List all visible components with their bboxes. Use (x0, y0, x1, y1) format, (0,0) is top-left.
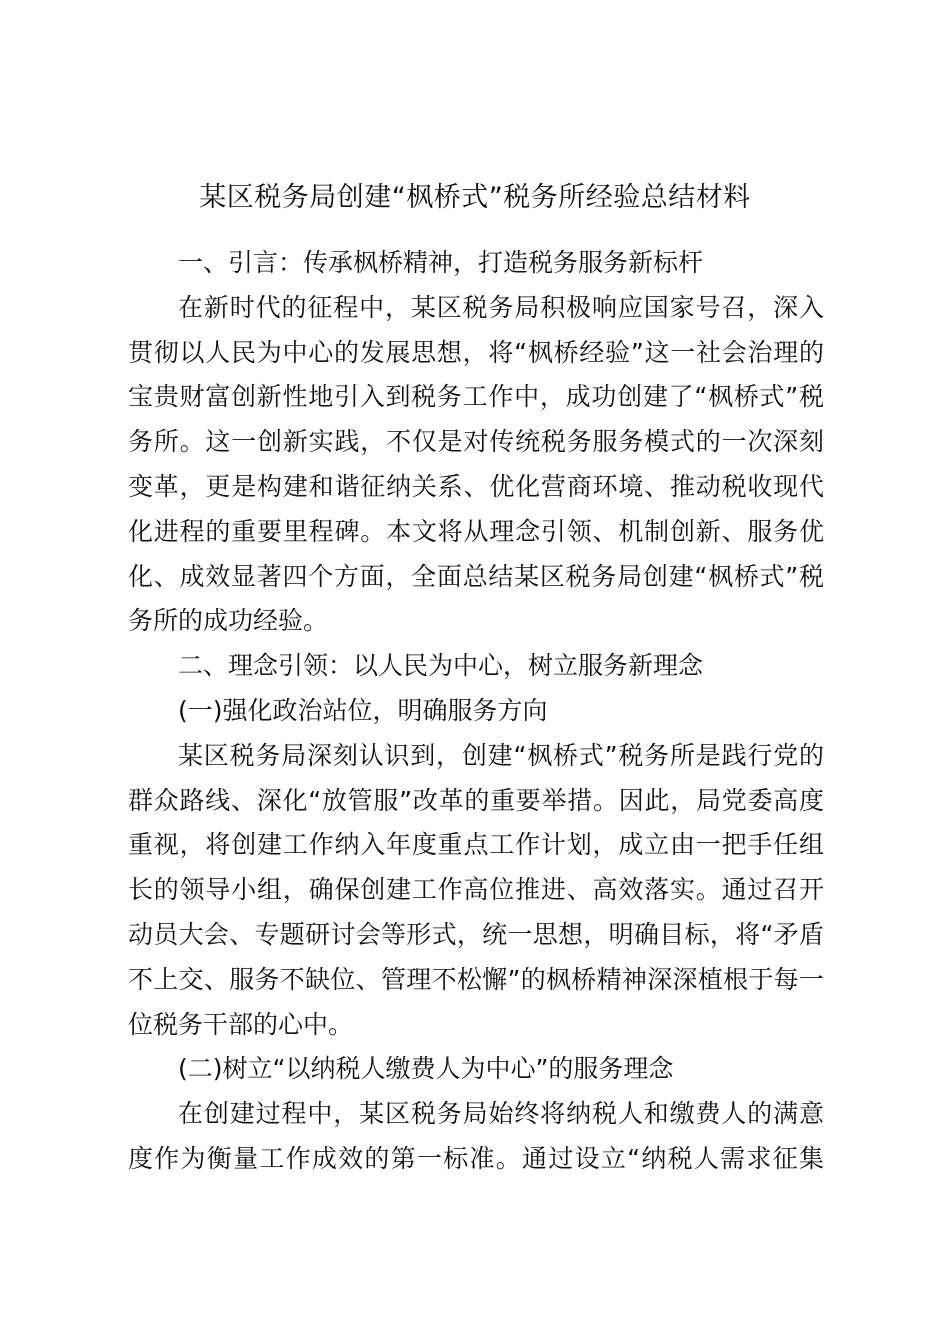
paragraph-line: 度作为衡量工作成效的第一标准。通过设立“纳税人需求征集 (128, 1143, 824, 1173)
paragraph-line: 位税务干部的心中。 (128, 1009, 354, 1039)
document-body (128, 241, 824, 1182)
paragraph-line: 化、成效显著四个方面，全面总结某区税务局创建“枫桥式”税 (128, 561, 824, 591)
paragraph-line: 重视，将创建工作纳入年度重点工作计划，成立由一把手任组 (128, 830, 824, 860)
paragraph-line: 化进程的重要里程碑。本文将从理念引领、机制创新、服务优 (128, 516, 824, 546)
subsection-heading-1: (一)强化政治站位，明确服务方向 (178, 695, 548, 725)
paragraph-line: 务所的成功经验。 (128, 606, 329, 636)
paragraph-line: 不上交、服务不缺位、管理不松懈”的枫桥精神深深植根于每一 (128, 964, 824, 994)
paragraph-line: 动员大会、专题研讨会等形式，统一思想，明确目标，将“矛盾 (128, 919, 824, 949)
paragraph-line: 宝贵财富创新性地引入到税务工作中，成功创建了“枫桥式”税 (128, 382, 824, 412)
paragraph-line: 变革，更是构建和谐征纳关系、优化营商环境、推动税收现代 (128, 471, 824, 501)
paragraph-line: 长的领导小组，确保创建工作高位推进、高效落实。通过召开 (128, 875, 824, 905)
subsection-heading-2: (二)树立“以纳税人缴费人为中心”的服务理念 (178, 1054, 674, 1084)
paragraph-line: 在新时代的征程中，某区税务局积极响应国家号召，深入 (178, 292, 824, 322)
paragraph-line: 在创建过程中，某区税务局始终将纳税人和缴费人的满意 (178, 1099, 824, 1129)
paragraph-line: 贯彻以人民为中心的发展思想，将“枫桥经验”这一社会治理的 (128, 337, 824, 367)
paragraph-line: 某区税务局深刻认识到，创建“枫桥式”税务所是践行党的 (178, 740, 824, 770)
section-heading-1: 一、引言：传承枫桥精神，打造税务服务新标杆 (178, 248, 704, 277)
document-title: 某区税务局创建“枫桥式”税务所经验总结材料 (199, 182, 751, 213)
section-heading-2: 二、理念引领：以人民为中心，树立服务新理念 (178, 651, 704, 681)
paragraph-line: 群众路线、深化“放管服”改革的重要举措。因此，局党委高度 (128, 785, 824, 815)
paragraph-line: 务所。这一创新实践，不仅是对传统税务服务模式的一次深刻 (128, 427, 824, 457)
